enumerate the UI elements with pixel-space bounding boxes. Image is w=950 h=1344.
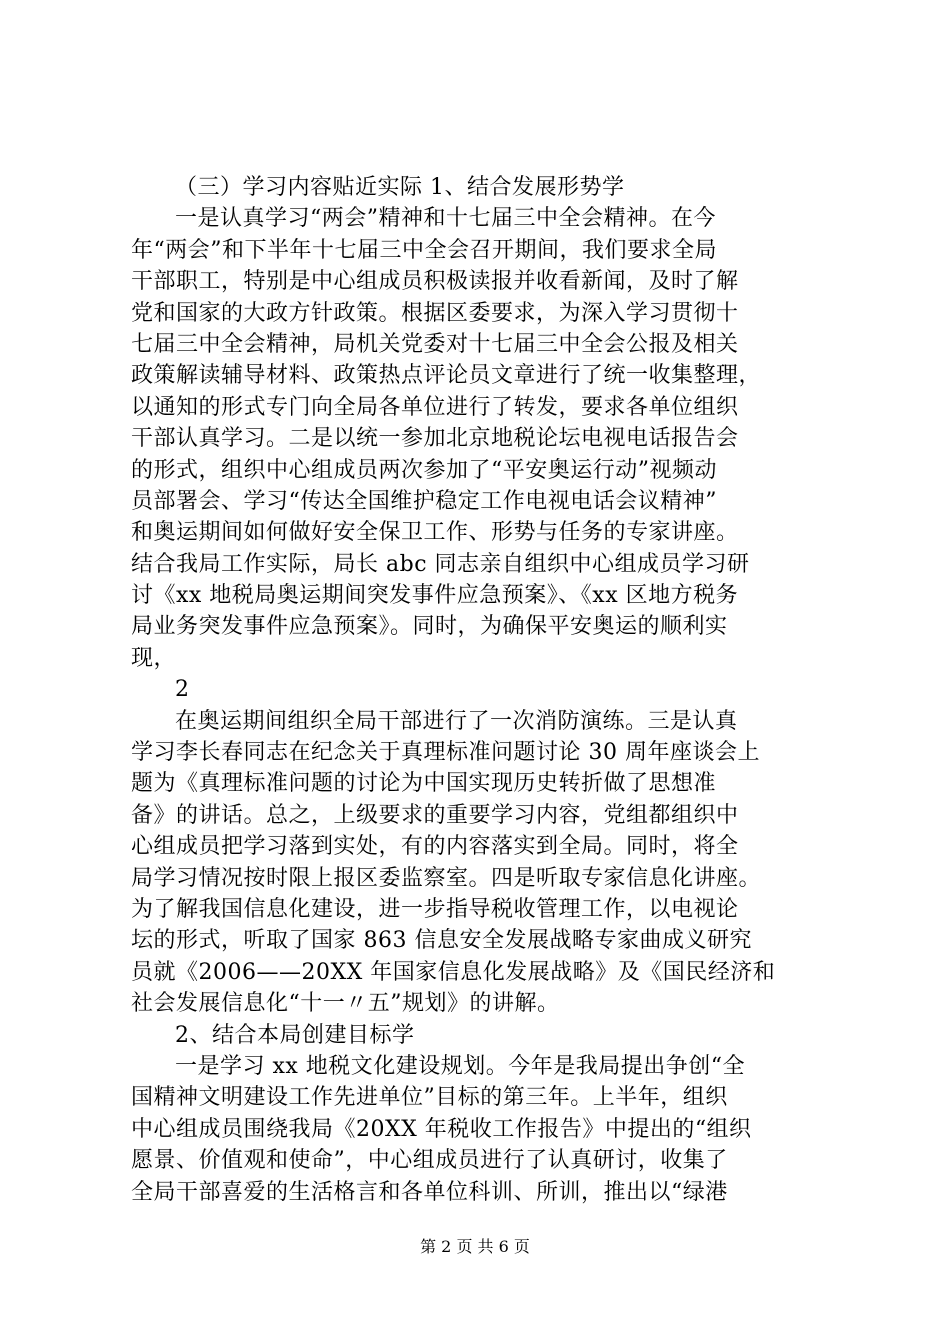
paragraph-line: 员部署会、学习“传达全国维护稳定工作电视电话会议精神” <box>131 488 717 514</box>
paragraph-line: 现， <box>131 645 177 671</box>
paragraph-line: 局业务突发事件应急预案》。同时，为确保平安奥运的顺利实 <box>131 614 728 640</box>
paragraph-line: 一是学习 xx 地税文化建设规划。今年是我局提出争创“全 <box>175 1053 746 1079</box>
inline-page-number: 2 <box>175 677 190 703</box>
paragraph-line: 一是认真学习“两会”精神和十七届三中全会精神。在今 <box>175 206 716 232</box>
paragraph-line: 学习李长春同志在纪念关于真理标准问题讨论 30 周年座谈会上 <box>131 740 760 766</box>
paragraph-line: 的形式，组织中心组成员两次参加了“平安奥运行动”视频动 <box>131 457 717 483</box>
paragraph-line: 中心组成员围绕我局《20XX 年税收工作报告》中提出的“组织 <box>131 1116 752 1142</box>
paragraph-line: 员就《2006——20XX 年国家信息化发展战略》及《国民经济和 <box>131 959 776 985</box>
paragraph-line: 全局干部喜爱的生活格言和各单位科训、所训，推出以“绿港 <box>131 1179 728 1205</box>
paragraph-line: 题为《真理标准问题的讨论为中国实现历史转折做了思想准 <box>131 771 717 797</box>
paragraph-line: 在奥运期间组织全局干部进行了一次消防演练。三是认真 <box>175 708 738 734</box>
paragraph-line: 政策解读辅导材料、政策热点评论员文章进行了统一收集整理， <box>131 363 762 389</box>
paragraph-line: 结合我局工作实际，局长 abc 同志亲自组织中心组成员学习研 <box>131 551 750 577</box>
paragraph-line: 年“两会”和下半年十七届三中全会召开期间，我们要求全局 <box>131 237 717 263</box>
paragraph-line: 讨《xx 地税局奥运期间突发事件应急预案》、《xx 区地方税务 <box>131 583 739 609</box>
paragraph-line: 为了解我国信息化建设，进一步指导税收管理工作，以电视论 <box>131 896 739 922</box>
document-body <box>131 172 831 1208</box>
paragraph-line: 坛的形式，听取了国家 863 信息安全发展战略专家曲成义研究 <box>131 928 752 954</box>
paragraph-line: 心组成员把学习落到实处，有的内容落实到全局。同时，将全 <box>131 834 739 860</box>
section-heading: （三）学习内容贴近实际 1、结合发展形势学 <box>175 175 625 200</box>
paragraph-line: 党和国家的大政方针政策。根据区委要求，为深入学习贯彻十 <box>131 300 739 326</box>
paragraph-line: 局学习情况按时限上报区委监察室。四是听取专家信息化讲座。 <box>131 865 762 891</box>
page-footer: 第 2 页 共 6 页 <box>420 1237 530 1256</box>
paragraph-line: 干部认真学习。二是以统一参加北京地税论坛电视电话报告会 <box>131 426 739 452</box>
paragraph-line: 以通知的形式专门向全局各单位进行了转发，要求各单位组织 <box>131 394 739 420</box>
paragraph-line: 和奥运期间如何做好安全保卫工作、形势与任务的专家讲座。 <box>131 520 739 546</box>
section-heading: 2、结合本局创建目标学 <box>175 1022 415 1048</box>
paragraph-line: 愿景、价值观和使命”，中心组成员进行了认真研讨，收集了 <box>131 1148 728 1174</box>
paragraph-line: 备》的讲话。总之，上级要求的重要学习内容，党组都组织中 <box>131 802 739 828</box>
paragraph-line: 社会发展信息化“十一〃五”规划》的讲解。 <box>131 991 560 1017</box>
paragraph-line: 干部职工，特别是中心组成员积极读报并收看新闻，及时了解 <box>131 269 739 295</box>
paragraph-line: 七届三中全会精神，局机关党委对十七届三中全会公报及相关 <box>131 331 739 357</box>
paragraph-line: 国精神文明建设工作先进单位”目标的第三年。上半年，组织 <box>131 1085 728 1111</box>
